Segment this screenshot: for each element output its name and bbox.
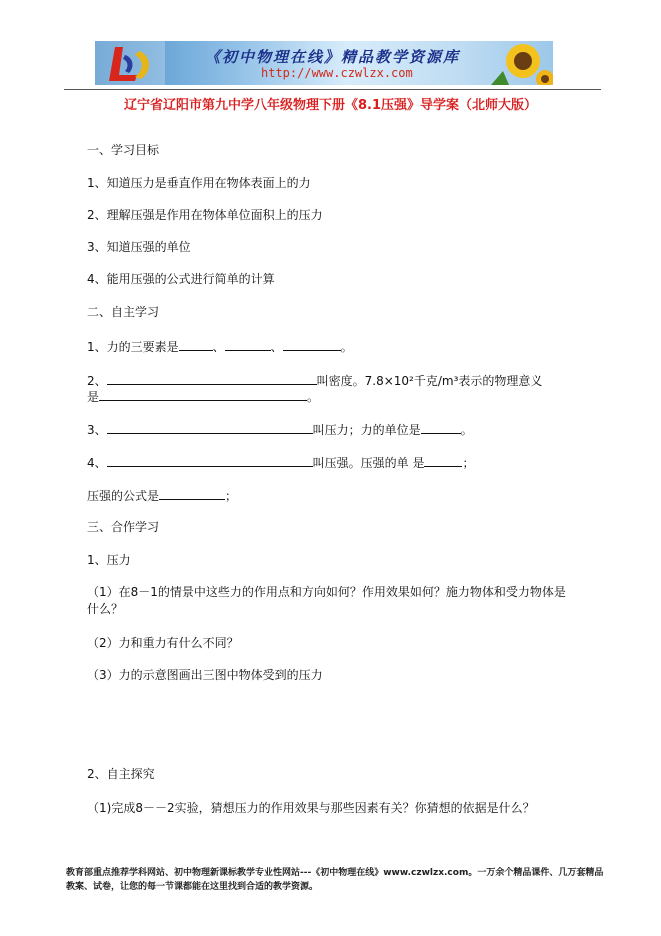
page-footer: 教育部重点推荐学科网站、初中物理新课标教学专业性网站---《初中物理在线》www.czwlzx.com。一万余个精品课件、几万套精品教案、试卷，让您的每一节课都能在这里找到合适的教学资源。 (66, 868, 604, 892)
question-text: 压强的公式是 (87, 489, 160, 503)
question-text: 叫压力；力的单位是 (312, 423, 421, 437)
section-heading-objectives: 一、学习目标 (87, 143, 160, 157)
question-text: 1、力的三要素是 (87, 340, 179, 354)
question-pressure-force (87, 422, 473, 438)
section-heading-self-study: 二、自主学习 (87, 305, 160, 319)
header-banner (95, 41, 553, 85)
objective-item: 2、理解压强是作用在物体单位面积上的压力 (87, 208, 323, 222)
objective-item: 3、知道压强的单位 (87, 240, 191, 254)
question-density-line2 (87, 389, 319, 405)
separator: 、 (212, 340, 225, 354)
question-density (87, 373, 542, 389)
answer-blank[interactable] (107, 373, 317, 385)
answer-blank[interactable] (283, 339, 341, 351)
question-formula (87, 488, 237, 504)
banner-url[interactable]: http://www.czwlzx.com (261, 66, 413, 80)
question-scenario: （1）在8－1的情景中这些力的作用点和方向如何？作用效果如何？施力物体和受力物体是什么？ (87, 585, 566, 616)
answer-blank[interactable] (107, 455, 313, 467)
answer-blank[interactable] (421, 422, 461, 434)
question-text: 叫密度。7.8×10²千克/m³表示的物理意义 (316, 374, 543, 388)
answer-blank[interactable] (99, 389, 307, 401)
objective-item: 4、能用压强的公式进行简单的计算 (87, 272, 275, 286)
question-experiment: （1)完成8－－2实验，猜想压力的作用效果与那些因素有关？你猜想的依据是什么？ (87, 801, 535, 815)
question-text: 是 (87, 390, 100, 404)
question-number: 3、 (87, 423, 107, 437)
question-end: 。 (460, 423, 473, 437)
question-number: 2、 (87, 374, 107, 388)
question-force-elements (87, 339, 353, 355)
site-logo-icon (95, 41, 165, 85)
section-heading-cooperative: 三、合作学习 (87, 520, 160, 534)
answer-blank[interactable] (225, 339, 271, 351)
question-end: ； (462, 456, 475, 470)
question-pressure (87, 455, 474, 471)
subsection-pressure: 1、压力 (87, 553, 131, 567)
banner-title: 《初中物理在线》精品教学资源库 (205, 48, 461, 66)
answer-blank[interactable] (179, 339, 213, 351)
question-end: ； (225, 489, 238, 503)
answer-blank[interactable] (424, 455, 462, 467)
separator: 、 (270, 340, 283, 354)
objective-item: 1、知道压力是垂直作用在物体表面上的力 (87, 176, 311, 190)
header-rule (64, 89, 601, 90)
question-number: 4、 (87, 456, 107, 470)
question-difference: （2）力和重力有什么不同？ (87, 636, 239, 650)
sunflower-icon (483, 41, 553, 85)
answer-blank[interactable] (107, 422, 313, 434)
question-diagram: （3）力的示意图画出三图中物体受到的压力 (87, 668, 323, 682)
question-end: 。 (340, 340, 353, 354)
question-end: 。 (307, 390, 320, 404)
question-text: 叫压强。压强的单 是 (312, 456, 425, 470)
subsection-explore: 2、自主探究 (87, 767, 155, 781)
document-title: 辽宁省辽阳市第九中学八年级物理下册《8.1压强》导学案（北师大版） (123, 98, 538, 113)
answer-blank[interactable] (159, 488, 225, 500)
